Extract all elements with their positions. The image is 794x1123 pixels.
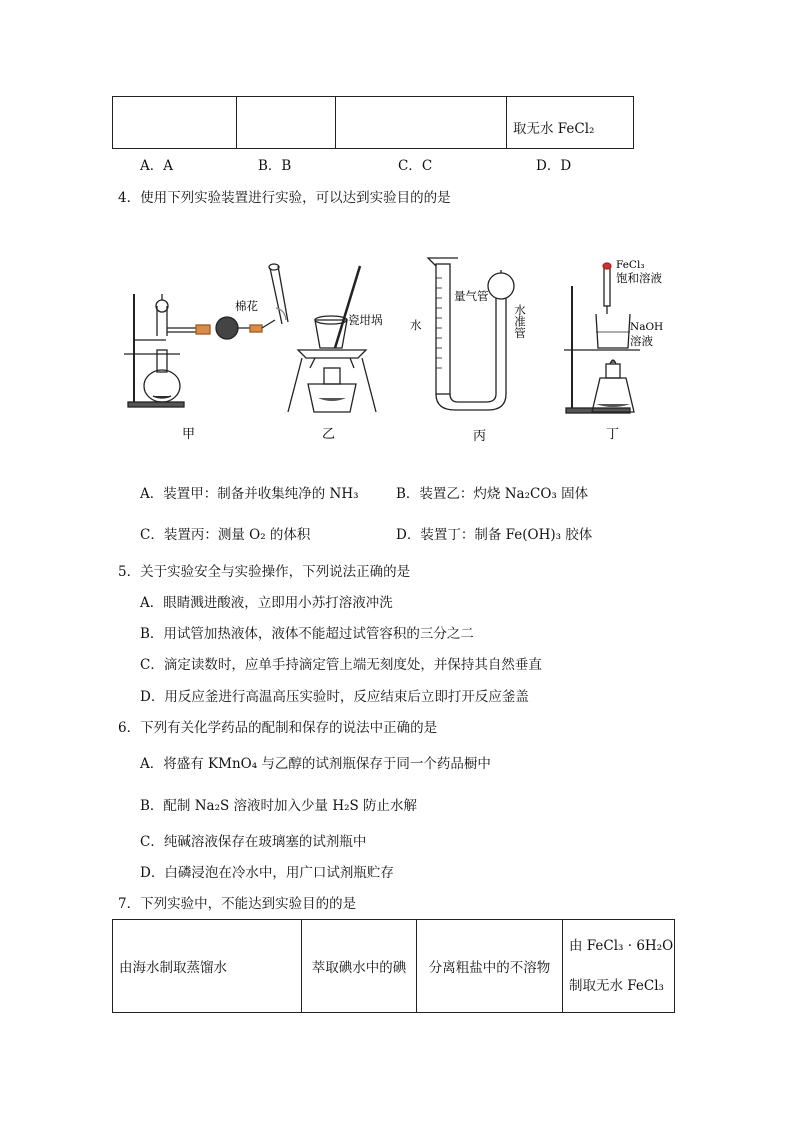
q6-option-a[interactable]: A．将盛有 KMnO₄ 与乙醇的试剂瓶保存于同一个药品橱中 <box>140 756 491 772</box>
q5-option-d[interactable]: D．用反应釜进行高温高压实验时，反应结束后立即打开反应釜盖 <box>140 689 529 705</box>
q6-option-c[interactable]: C．纯碱溶液保存在玻璃塞的试剂瓶中 <box>140 834 367 850</box>
top-table-cell-a <box>113 97 237 149</box>
label-bing: 丙 <box>473 429 487 444</box>
apparatus-yi <box>288 266 376 412</box>
q7-cell-1: 由海水制取蒸馏水 <box>113 920 302 1013</box>
q7-table <box>112 919 675 1013</box>
q3-option-d[interactable]: D．D <box>536 158 572 174</box>
top-table-cell-d: 取无水 FeCl₂ <box>507 97 634 149</box>
q7-stem: 7．下列实验中，不能达到实验目的的是 <box>118 896 357 912</box>
q6-option-d[interactable]: D．白磷浸泡在冷水中，用广口试剂瓶贮存 <box>140 865 394 881</box>
top-table-cell-b <box>237 97 336 149</box>
apparatus-figure <box>110 228 670 450</box>
q3-option-b[interactable]: B．B <box>258 158 292 174</box>
q5-stem: 5．关于实验安全与实验操作，下列说法正确的是 <box>118 564 411 580</box>
q7-cell-3: 分离粗盐中的不溶物 <box>417 920 563 1013</box>
apparatus-jia <box>124 264 288 407</box>
label-shui: 水 <box>410 318 422 332</box>
q4-option-c[interactable]: C．装置丙：测量 O₂ 的体积 <box>140 527 311 543</box>
label-ding: 丁 <box>606 427 620 442</box>
label-naoh: NaOH <box>630 321 664 333</box>
apparatus-bing <box>428 258 514 410</box>
label-rongye: 溶液 <box>630 334 653 348</box>
label-baohe: 饱和溶液 <box>616 271 662 285</box>
label-mianhua: 棉花 <box>235 299 258 313</box>
q6-stem: 6．下列有关化学药品的配制和保存的说法中正确的是 <box>118 720 438 736</box>
q4-stem: 4．使用下列实验装置进行实验，可以达到实验目的的是 <box>118 190 451 206</box>
label-jia: 甲 <box>182 427 196 442</box>
q4-option-a[interactable]: A．装置甲：制备并收集纯净的 NH₃ <box>140 486 359 502</box>
q5-option-a[interactable]: A．眼睛溅进酸液，立即用小苏打溶液冲洗 <box>140 595 393 611</box>
top-table-cell-c <box>336 97 507 149</box>
label-fecl3: FeCl₃ <box>616 259 645 271</box>
q3-option-a[interactable]: A．A <box>140 158 173 174</box>
label-shuizhunguan: 水准管 <box>513 304 527 339</box>
apparatus-ding <box>564 263 640 413</box>
top-table <box>112 96 634 149</box>
label-yi: 乙 <box>322 427 336 442</box>
q7-cell-4: 由 FeCl₃ · 6H₂O 制取无水 FeCl₃ <box>563 920 675 1013</box>
q6-option-b[interactable]: B．配制 Na₂S 溶液时加入少量 H₂S 防止水解 <box>140 798 418 814</box>
q5-option-b[interactable]: B．用试管加热液体，液体不能超过试管容积的三分之二 <box>140 626 474 642</box>
q4-option-d[interactable]: D．装置丁：制备 Fe(OH)₃ 胶体 <box>396 527 593 543</box>
label-liangqiguan: 量气管 <box>454 289 489 303</box>
label-ciganguo: 瓷坩埚 <box>348 313 383 327</box>
q4-option-b[interactable]: B．装置乙：灼烧 Na₂CO₃ 固体 <box>396 486 589 502</box>
q5-option-c[interactable]: C．滴定读数时，应单手持滴定管上端无刻度处，并保持其自然垂直 <box>140 657 542 673</box>
q7-cell-2: 萃取碘水中的碘 <box>302 920 417 1013</box>
q3-option-c[interactable]: C．C <box>398 158 433 174</box>
